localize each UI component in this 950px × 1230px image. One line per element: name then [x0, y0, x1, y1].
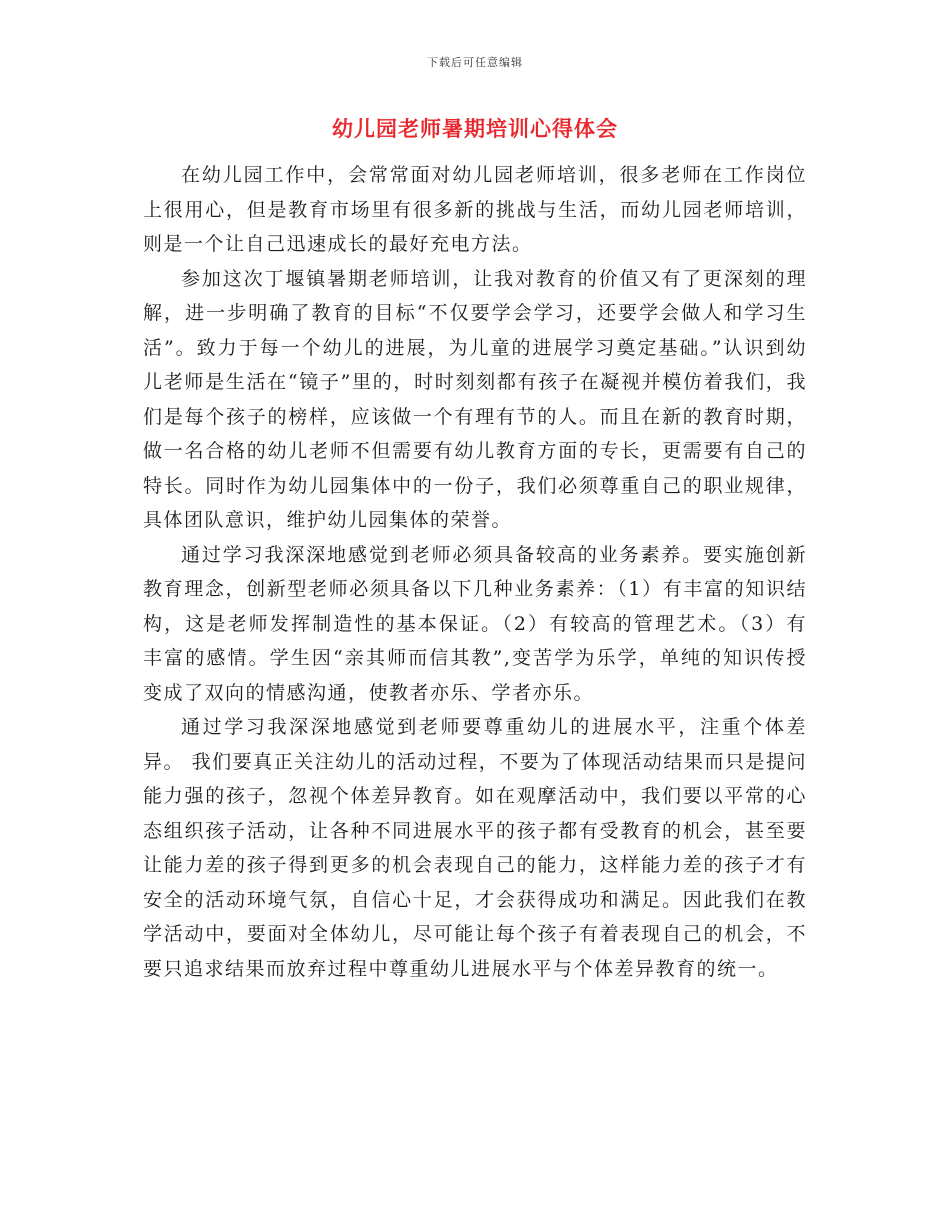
body-paragraph-3: 通过学习我深深地感觉到老师必须具备较高的业务素养。要实施创新教育理念，创新型老师必须具备以下几种业务素养：（1）有丰富的知识结构，这是老师发挥制造性的基本保证。（2）有较高的管理艺术。（3）有丰富的感情。学生因“亲其师而信其教”,变苦学为乐学，单纯的知识传授变成了双向的情感沟通，使教者亦乐、学者亦乐。: [143, 543, 807, 704]
body-paragraph-2: 参加这次丁堰镇暑期老师培训，让我对教育的价值又有了更深刻的理解，进一步明确了教育的目标“不仅要学会学习，还要学会做人和学习生活”。致力于每一个幼儿的进展，为儿童的进展学习奠定基础。”认识到幼儿老师是生活在“镜子”里的，时时刻刻都有孩子在凝视并模仿着我们，我们是每个孩子的榜样，应该做一个有理有节的人。而且在新的教育时期，做一名合格的幼儿老师不但需要有幼儿教育方面的专长，更需要有自己的特长。同时作为幼儿园集体中的一份子，我们必须尊重自己的职业规律，具体团队意识，维护幼儿园集体的荣誉。: [143, 267, 807, 531]
page-header-note: 下载后可任意编辑: [427, 56, 523, 69]
body-paragraph-4: 通过学习我深深地感觉到老师要尊重幼儿的进展水平，注重个体差异。 我们要真正关注幼儿的活动过程，不要为了体现活动结果而只是提问能力强的孩子，忽视个体差异教育。如在观摩活动中，我们要以平常的心态组织孩子活动，让各种不同进展水平的孩子都有受教育的机会，甚至要让能力差的孩子得到更多的机会表现自己的能力，这样能力差的孩子才有安全的活动环境气氛，自信心十足，才会获得成功和满足。因此我们在教学活动中，要面对全体幼儿，尽可能让每个孩子有着表现自己的机会，不要只追求结果而放弃过程中尊重幼儿进展水平与个体差异教育的统一。: [143, 716, 807, 980]
document-title: 幼儿园老师暑期培训心得体会: [332, 116, 618, 141]
document-body: [143, 158, 807, 986]
body-paragraph-1: 在幼儿园工作中，会常常面对幼儿园老师培训，很多老师在工作岗位上很用心，但是教育市场里有很多新的挑战与生活，而幼儿园老师培训，则是一个让自己迅速成长的最好充电方法。: [143, 164, 807, 255]
